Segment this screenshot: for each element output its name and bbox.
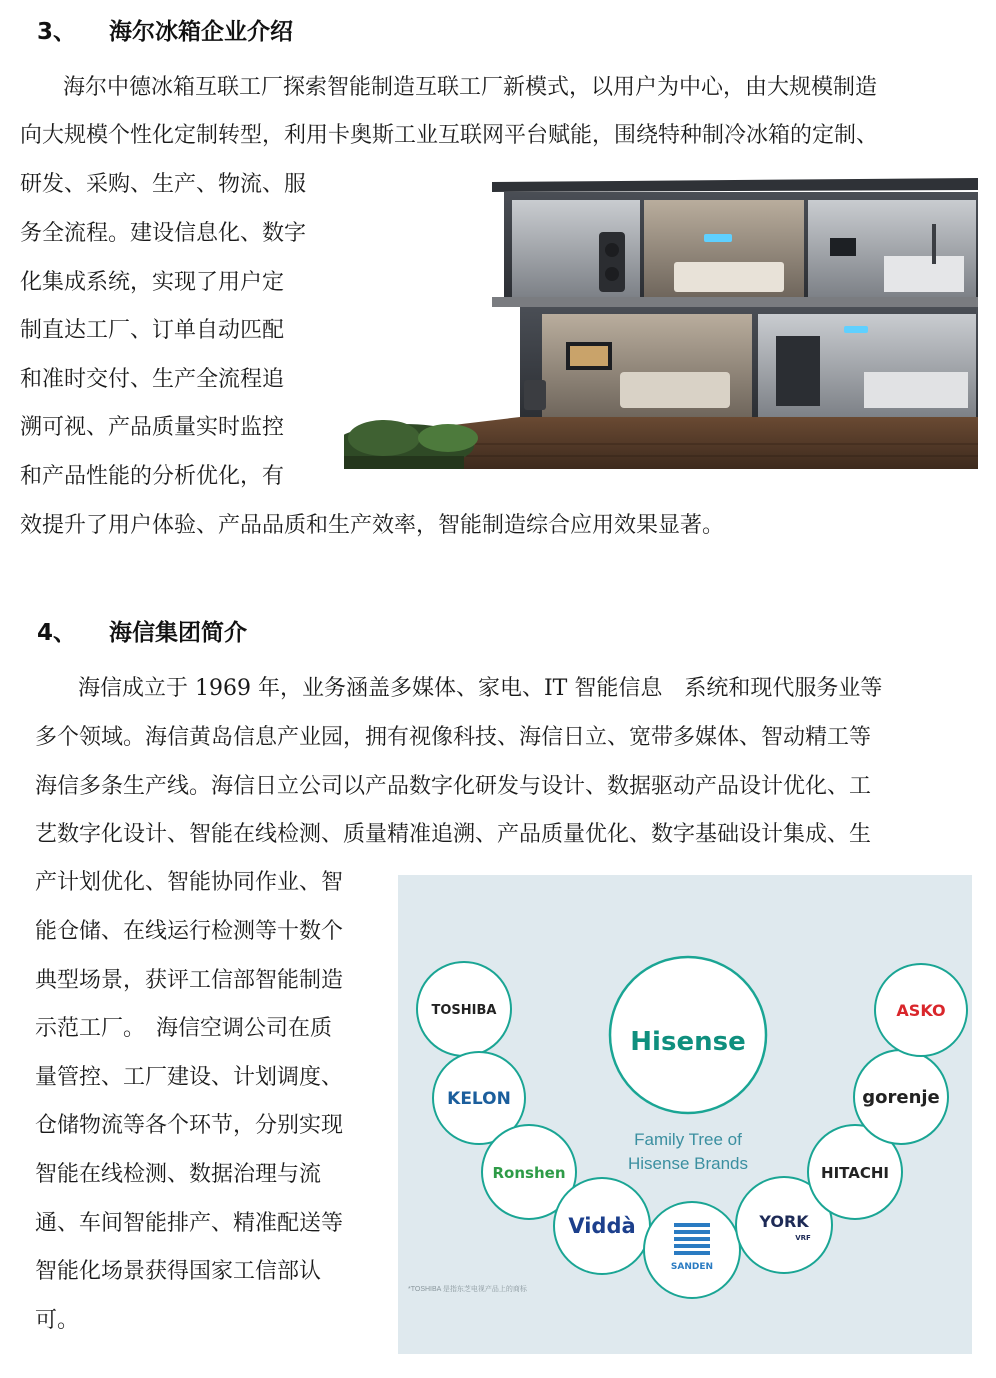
section-4-number: 4、 [37, 620, 77, 646]
section-4-line-8: 示范工厂。 海信空调公司在质 [35, 1016, 333, 1041]
section-4-line-14: 可。 [35, 1308, 80, 1333]
section-3-line-5: 化集成系统，实现了用户定 [20, 270, 285, 295]
york-vrf-label: VRF [795, 1234, 811, 1242]
section-4-title: 海信集团简介 [109, 620, 247, 646]
section-4-line-6: 能仓储、在线运行检测等十数个 [35, 919, 344, 944]
section-4-line-5: 产计划优化、智能协同作业、智 [35, 870, 344, 895]
toshiba-logo: TOSHIBA [431, 1003, 497, 1018]
section-3-number: 3、 [37, 19, 77, 45]
hisense-logo: Hisense [630, 1027, 746, 1057]
family-tree-caption-2: Hisense Brands [627, 1154, 749, 1173]
section-4-line-1: 海信成立于 1969 年，业务涵盖多媒体、家电、IT 智能信息 系统和现代服务业等 [78, 676, 883, 701]
family-tree-caption-1: Family Tree of [634, 1130, 742, 1149]
gorenje-logo: gorenje [862, 1087, 940, 1108]
section-3-line-6: 制直达工厂、订单自动匹配 [20, 318, 285, 343]
section-3-title: 海尔冰箱企业介绍 [109, 19, 293, 45]
section-4-line-2: 多个领域。海信黄岛信息产业园，拥有视像科技、海信日立、宽带多媒体、智动精工等 [35, 725, 872, 750]
section-4-line-7: 典型场景，获评工信部智能制造 [35, 968, 344, 993]
section-3-line-9: 和产品性能的分析优化，有 [20, 464, 285, 489]
kelon-logo: KELON [447, 1089, 511, 1109]
section-3-line-2: 向大规模个性化定制转型，利用卡奥斯工业互联网平台赋能，围绕特种制冷冰箱的定制、 [20, 123, 879, 148]
section-4-line-13: 智能化场景获得国家工信部认 [35, 1259, 322, 1284]
smart-home-illustration [344, 176, 978, 469]
section-4-line-10: 仓储物流等各个环节，分别实现 [35, 1113, 344, 1138]
section-3-line-8: 溯可视、产品质量实时监控 [20, 415, 285, 440]
section-4-line-11: 智能在线检测、数据治理与流 [35, 1162, 322, 1187]
section-4-heading [37, 617, 247, 649]
section-3-line-7: 和准时交付、生产全流程追 [20, 367, 285, 392]
section-4-line-9: 量管控、工厂建设、计划调度、 [35, 1065, 344, 1090]
section-3-line-10: 效提升了用户体验、产品品质和生产效率，智能制造综合应用效果显著。 [20, 513, 725, 538]
sanden-logo: SANDEN [670, 1262, 714, 1272]
section-4-line-3: 海信多条生产线。海信日立公司以产品数字化研发与设计、数据驱动产品设计优化、工 [35, 774, 872, 799]
hitachi-logo: HITACHI [821, 1164, 889, 1182]
section-4-line-4: 艺数字化设计、智能在线检测、质量精准追溯、产品质量优化、数字基础设计集成、生 [35, 822, 872, 847]
vidda-logo: Viddà [568, 1214, 636, 1238]
section-4-line-12: 通、车间智能排产、精准配送等 [35, 1211, 344, 1236]
hisense-brand-family-tree [398, 875, 972, 1354]
york-logo: YORK [759, 1212, 809, 1231]
ronshen-logo: Ronshen [492, 1164, 566, 1182]
asko-logo: ASKO [896, 1001, 946, 1020]
section-3-line-3: 研发、采购、生产、物流、服 [20, 172, 307, 197]
section-3-heading [37, 16, 293, 48]
section-3-line-1: 海尔中德冰箱互联工厂探索智能制造互联工厂新模式，以用户为中心，由大规模制造 [63, 75, 878, 100]
figure-footnote: *TOSHIBA 是指东芝电视产品上的商标 [408, 1286, 527, 1293]
section-3-line-4: 务全流程。建设信息化、数字 [20, 221, 307, 246]
